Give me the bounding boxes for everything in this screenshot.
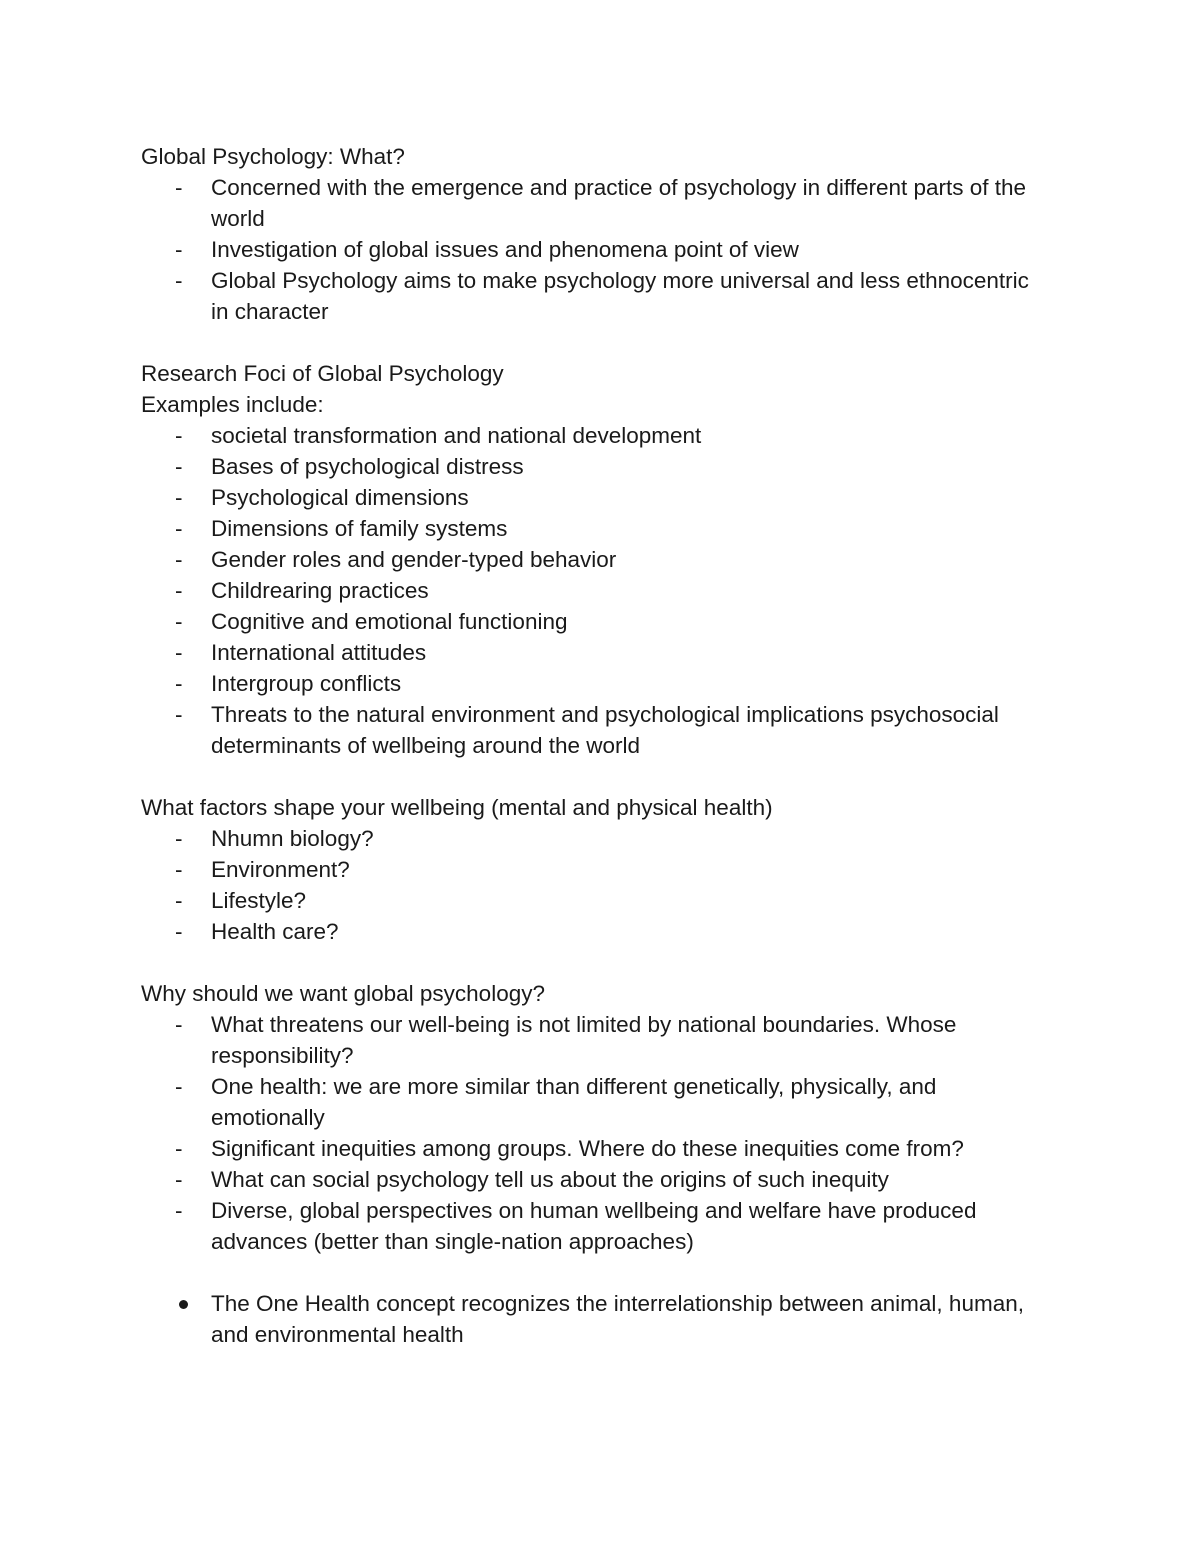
dash-marker: - (175, 702, 183, 727)
list-item (141, 172, 1041, 234)
list-item (141, 668, 1041, 699)
list-item-text (211, 175, 1026, 231)
dash-marker: - (175, 268, 183, 293)
item-text: What can social psychology tell us about the origins of such inequity (211, 1167, 889, 1192)
section-heading: Why should we want global psychology? (141, 981, 545, 1006)
item-text: Intergroup conflicts (211, 671, 402, 696)
bullet-dot-icon (179, 1300, 188, 1309)
dash-marker: - (175, 857, 183, 882)
item-text: Global Psychology aims to make psychology more universal and less ethnocentric in character (211, 268, 1029, 324)
list-item (141, 265, 1041, 327)
dash-marker: - (175, 1136, 183, 1161)
dash-list (141, 420, 1041, 761)
dash-marker: - (175, 423, 183, 448)
dash-marker: - (175, 237, 183, 262)
list-item (141, 482, 1041, 513)
dash-marker: - (175, 1012, 183, 1037)
item-text: One health: we are more similar than different genetically, physically, and emotionally (211, 1074, 937, 1130)
item-text: Health care? (211, 919, 339, 944)
dash-marker: - (175, 1198, 183, 1223)
dash-marker: - (175, 516, 183, 541)
item-text: The One Health concept recognizes the interrelationship between animal, human, and environmental health (211, 1291, 1024, 1347)
section-heading: Research Foci of Global Psychology (141, 361, 504, 386)
list-item (141, 1195, 1041, 1257)
list-item (141, 1071, 1041, 1133)
dash-marker: - (175, 578, 183, 603)
list-item (141, 1288, 1041, 1350)
list-item (141, 1164, 1041, 1195)
item-text: Diverse, global perspectives on human wellbeing and welfare have produced advances (better than single-nation approaches) (211, 1198, 977, 1254)
dash-list (141, 1009, 1041, 1257)
item-text: societal transformation and national development (211, 423, 702, 448)
dash-marker: - (175, 1074, 183, 1099)
list-item (141, 513, 1041, 544)
item-text: Lifestyle? (211, 888, 307, 913)
item-text: Bases of psychological distress (211, 454, 524, 479)
dash-marker: - (175, 547, 183, 572)
dash-marker: - (175, 826, 183, 851)
dash-marker: - (175, 640, 183, 665)
list-item (141, 916, 1041, 947)
item-text: Dimensions of family systems (211, 516, 508, 541)
list-item (141, 854, 1041, 885)
list-item (141, 1133, 1041, 1164)
item-text: Cognitive and emotional functioning (211, 609, 568, 634)
bullet-list (141, 1288, 1041, 1350)
item-text: Gender roles and gender-typed behavior (211, 547, 617, 572)
dash-marker: - (175, 888, 183, 913)
item-text: Environment? (211, 857, 350, 882)
dash-marker: - (175, 1167, 183, 1192)
item-text: Investigation of global issues and phenomena point of view (211, 237, 799, 262)
item-text: Concerned with the emergence and practice of psychology in different parts of the world (211, 175, 1027, 231)
list-item (141, 451, 1041, 482)
dash-list (141, 823, 1041, 947)
dash-marker: - (175, 671, 183, 696)
list-item (141, 544, 1041, 575)
list-item (141, 1009, 1041, 1071)
dash-marker: - (175, 919, 183, 944)
item-text: Nhumn biology? (211, 826, 374, 851)
section-heading: Global Psychology: What? (141, 144, 405, 169)
document-page (141, 141, 1041, 1350)
item-text: What threatens our well-being is not limited by national boundaries. Whose responsibility? (211, 1012, 957, 1068)
dash-marker: - (175, 485, 183, 510)
list-item (141, 420, 1041, 451)
spacer (141, 1257, 1041, 1288)
item-text: Psychological dimensions (211, 485, 469, 510)
spacer (141, 947, 1041, 978)
list-item (141, 234, 1041, 265)
section-heading: What factors shape your wellbeing (mental and physical health) (141, 795, 773, 820)
list-item (141, 699, 1041, 761)
section-subheading: Examples include: (141, 392, 324, 417)
dash-marker: - (175, 454, 183, 479)
dash-marker: - (175, 609, 183, 634)
item-text: Significant inequities among groups. Where do these inequities come from? (211, 1136, 964, 1161)
list-item (141, 637, 1041, 668)
item-text: International attitudes (211, 640, 427, 665)
spacer (141, 327, 1041, 358)
list-item (141, 575, 1041, 606)
item-text: Threats to the natural environment and psychological implications psychosocial determinants of wellbeing around the world (211, 702, 999, 758)
item-text: Childrearing practices (211, 578, 429, 603)
spacer (141, 761, 1041, 792)
list-item (141, 885, 1041, 916)
list-item (141, 606, 1041, 637)
dash-list (141, 172, 1041, 327)
dash-marker: - (175, 175, 183, 200)
list-item (141, 823, 1041, 854)
